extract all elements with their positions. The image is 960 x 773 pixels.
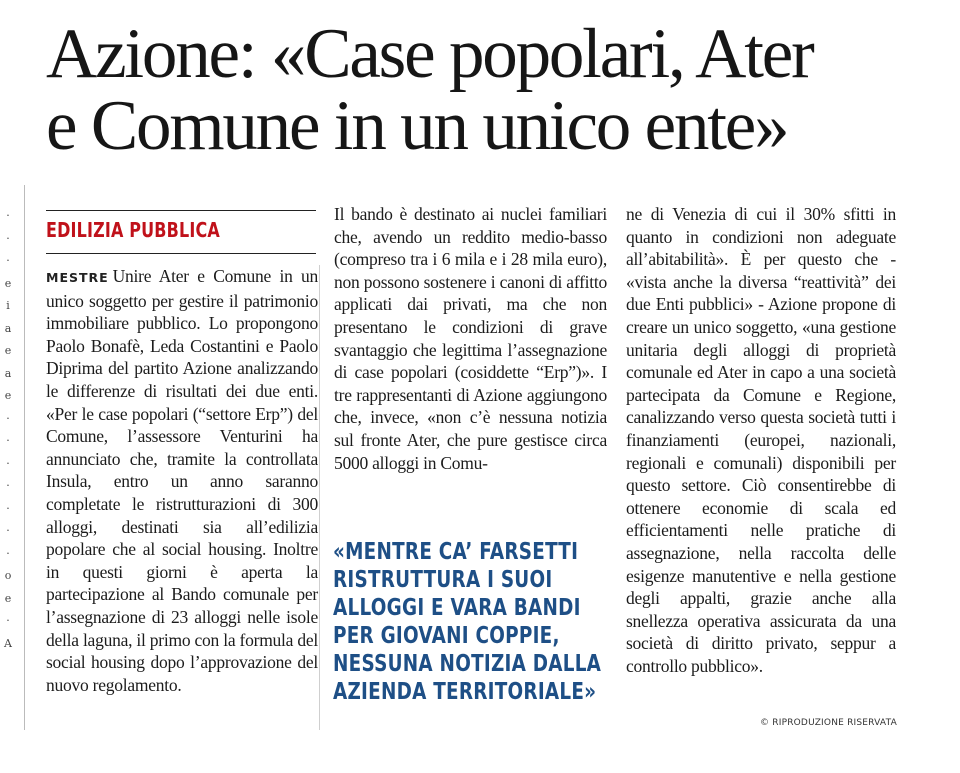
cropped-glyph: · — [6, 411, 10, 425]
cropped-glyph: · — [6, 231, 10, 245]
pull-quote-line-1: «MENTRE CA’ FARSETTI — [333, 539, 579, 565]
headline-line-2: e Comune in un unico ente» — [46, 87, 788, 165]
cropped-glyph: · — [6, 546, 10, 560]
column-2-text: Il bando è destinato ai nuclei familiari che, avendo un reddito medio-basso (compreso tra i 6 mila e i 28 mila euro), non possono sostenere i canoni di affitto applicati dai privati, ma che non presentano le condizioni di grave svantaggio che legittima l’assegnazione di case popolari (cosiddette “Erp”)». I tre rappresentanti di Azione aggiungono che, invece, «non c’è nessuna notizia sul fronte Ater, che pure gestisce circa 5000 alloggi in Comu- — [334, 204, 607, 473]
section-rule-top — [46, 210, 316, 211]
column-3-text: ne di Venezia di cui il 30% sfitti in quanto in condizioni non adeguate all’abitabilità». È per questo che - «vista anche la diversa “reattività” dei due Enti pubblici» - Azione propone di creare un unico soggetto, «una gestione unitaria degli alloggi di proprietà comunale ed Ater in capo a una società partecipata da Comune e Regione, canalizzando verso questa società tutti i finanziamenti (europei, nazionali, regionali e comunali) disponibili per questo settore. Ciò consentirebbe di ottenere economie di scala ed efficientamenti nelle pratiche di assegnazione, nella raccolta delle esigenze manutentive e nella gestione degli appalti, grazie anche alla snellezza operativa assicurata da una società di diritto privato, seppur a controllo pubblico». — [626, 204, 896, 676]
cropped-glyph: a — [4, 366, 12, 380]
cropped-glyph: e — [4, 344, 12, 357]
column-divider — [319, 265, 320, 730]
dateline: MESTRE — [46, 270, 109, 285]
cropped-glyph: e — [4, 276, 12, 290]
cropped-glyph: · — [6, 501, 10, 515]
cropped-adjacent-text — [0, 205, 16, 725]
cropped-glyph: · — [6, 524, 10, 537]
pull-quote-line-5: NESSUNA NOTIZIA DALLA — [333, 651, 602, 677]
pull-quote-line-2: RISTRUTTURA I SUOI — [333, 567, 553, 593]
article-column-3 — [626, 203, 896, 677]
cropped-glyph: · — [6, 254, 10, 267]
section-rule-bottom — [46, 253, 316, 254]
article-column-2 — [334, 203, 607, 474]
cropped-glyph: · — [6, 456, 10, 470]
cropped-glyph: i — [6, 299, 10, 312]
column-1-text: Unire Ater e Comune in un unico soggetto per gestire il patrimonio immobiliare pubblico. Lo propongono Paolo Bonafè, Leda Costantini e Paolo Diprima del partito Azione analizzando le differenze di risultati dei due enti. «Per le case popolari (“settore Erp”) del Comune, l’assessore Venturini ha annunciato che, tramite la controllata Insula, entro un anno saranno completate le ristrutturazioni di 300 alloggi, destinati sia all’edilizia popolare che al social housing. Inoltre in questi giorni è aperta la partecipazione al Bando comunale per l’assegnazione di 23 alloggi nelle isole della laguna, il primo con la formula del social housing dopo l’approvazione del nuovo regolamento. — [46, 266, 318, 695]
paragraph — [46, 265, 318, 696]
pull-quote-line-4: PER GIOVANI COPPIE, — [333, 623, 560, 649]
section-label: EDILIZIA PUBBLICA — [46, 218, 220, 242]
cropped-glyph: · — [6, 614, 10, 627]
cropped-glyph: o — [4, 569, 12, 582]
copyright-notice: © RIPRODUZIONE RISERVATA — [760, 718, 897, 728]
cropped-glyph: e — [4, 591, 12, 605]
article-column-1 — [46, 265, 318, 696]
pull-quote — [333, 538, 602, 706]
cropped-glyph: · — [6, 434, 10, 447]
cropped-glyph: e — [4, 389, 12, 402]
cropped-glyph: a — [4, 321, 12, 335]
left-column-rule — [24, 185, 25, 730]
cropped-glyph: A — [4, 636, 12, 650]
headline-line-1: Azione: «Case popolari, Ater — [46, 15, 813, 93]
pull-quote-line-6: AZIENDA TERRITORIALE» — [333, 679, 597, 705]
pull-quote-line-3: ALLOGGI E VARA BANDI — [333, 595, 581, 621]
cropped-glyph: · — [6, 209, 10, 222]
headline — [46, 15, 946, 165]
cropped-glyph: · — [6, 479, 10, 492]
